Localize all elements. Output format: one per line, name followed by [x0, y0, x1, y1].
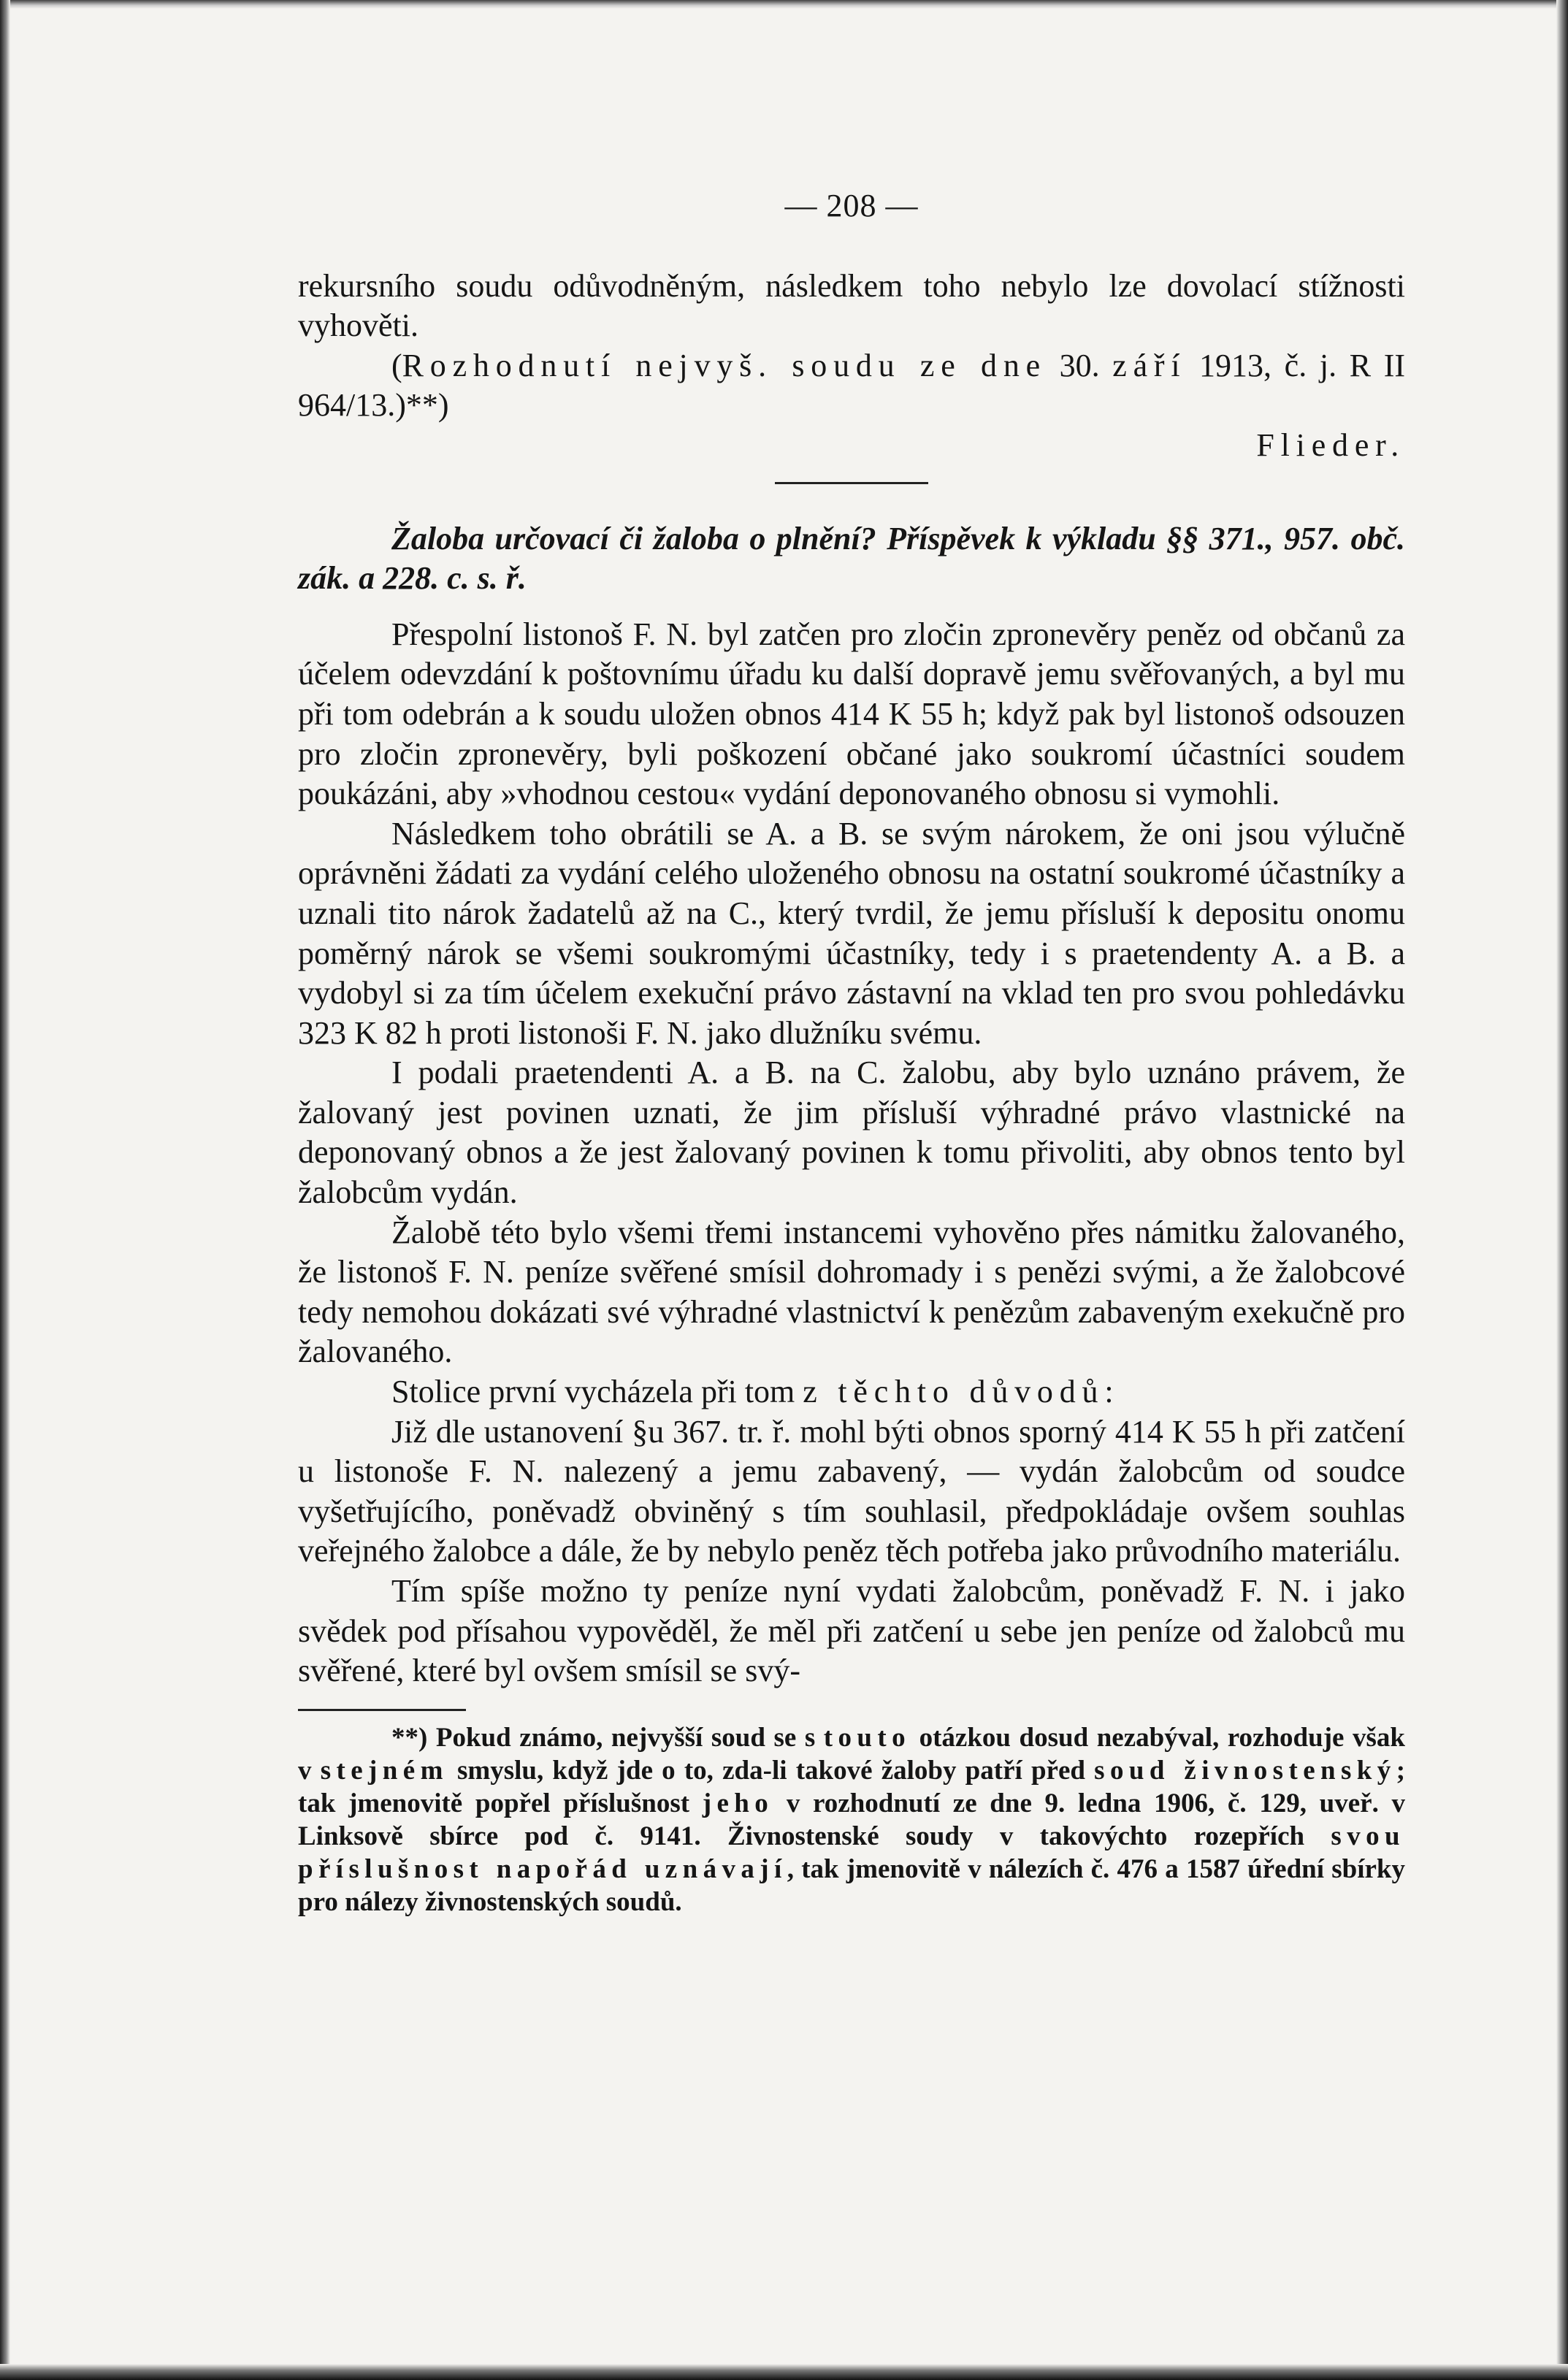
- footnote-divider: [298, 1709, 466, 1711]
- citation-open: (: [391, 347, 402, 383]
- author-signature: Flieder.: [1256, 426, 1405, 463]
- footnote-segment: smyslu, když jde o to, zda-li takové žaloby patří před: [448, 1755, 1095, 1786]
- footnote-segment: otázkou dosud nezabýval, rozhoduje však v: [298, 1722, 1405, 1786]
- section-divider: [775, 482, 928, 484]
- footnote-spaced: soud živnostenský: [1094, 1755, 1396, 1786]
- scan-edge-bottom: [0, 2364, 1568, 2380]
- scan-edge-right: [1556, 0, 1568, 2380]
- citation-month: září: [1112, 347, 1187, 383]
- footnote-segment: , tak jmenovitě v nálezích č. 476 a 1587 úřední sbírky pro nálezy živnostenských soudů.: [298, 1853, 1405, 1917]
- reasons-intro-colon: :: [1104, 1374, 1114, 1410]
- footnote-spaced: jeho: [702, 1788, 774, 1818]
- scan-edge-left: [0, 0, 10, 2380]
- footnote-spaced: touto: [823, 1722, 911, 1753]
- footnote-segment: ; tak jmenovitě popřel příslušnost: [298, 1755, 1406, 1818]
- body-paragraph: Přespolní listonoš F. N. byl zatčen pro zločin zpronevěry peněz od občanů za účelem odevzdání k poštovnímu úřadu ku další dopravě jemu svěřovaných, a byl mu při tom odebrán a k soudu uložen obnos 414 K 55 h; když pak byl listonoš odsouzen pro zločin zpronevěry, byli poškození občané jako soukromí účastníci soudem poukázáni, aby »vhodnou cestou« vydání deponovaného obnosu si vymohli.: [298, 616, 1405, 812]
- body-paragraph: I podali praetendenti A. a B. na C. žalobu, aby bylo uznáno právem, že žalovaný jest povinen uznati, že jim přísluší výhradné právo vlastnické na deponovaný obnos a že jest žalovaný povinen k tomu přivoliti, aby obnos tento byl žalobcům vydán.: [298, 1055, 1405, 1211]
- citation-reference: 1913, č. j. R II 964/13.)**): [298, 347, 1406, 424]
- footnote-text: [298, 1721, 1405, 1918]
- reasons-intro: [298, 1372, 1405, 1412]
- body-paragraph: Tím spíše možno ty peníze nyní vydati žalobcům, poněvadž F. N. i jako svědek pod přísahou vypověděl, že měl při zatčení u sebe jen peníze od žalobců mu svěřené, které byl ovšem smísil se svý-: [298, 1573, 1405, 1689]
- continuation-paragraph: rekursního soudu odůvodněným, následkem toho nebylo lze dovolací stížnosti vyhověti.: [298, 267, 1405, 344]
- scan-edge-top: [0, 0, 1568, 9]
- footnote: [298, 1721, 1405, 1918]
- footnote-spaced: stejném: [320, 1755, 448, 1786]
- footnote-spaced: svou příslušnost napořád uznávají: [298, 1821, 1405, 1884]
- body-paragraph: Následkem toho obrátili se A. a B. se svým nárokem, že oni jsou výlučně oprávněni žádati za vydání celého uloženého obnosu na ostatní soukromé účastníky a uznali tito nárok žadatelů až na C., který tvrdil, že jemu přísluší k depositu onomu poměrný nárok se všemi soukromými účastníky, tedy i s praetendenty A. a B. a vydobyl si za tím účelem exekuční právo zástavní na vklad ten pro svou pohledávku 323 K 82 h proti listonoši F. N. jako dlužníku svému.: [298, 815, 1405, 1051]
- footnote-mark: **): [391, 1722, 428, 1753]
- article-title: Žaloba určovací či žaloba o plnění? Příspěvek k výkladu §§ 371., 957. obč. zák. a 228. c. s. ř.: [298, 520, 1405, 597]
- reasons-intro-spaced: z těchto důvodů: [803, 1374, 1105, 1410]
- page-text: [298, 186, 1405, 1918]
- citation-court: Rozhodnutí nejvyš. soudu ze dne: [402, 347, 1047, 383]
- footnote-segment: v rozhodnutí ze dne 9. ledna 1906, č. 129, uveř. v Linksově sbírce pod č. 9141. Živnostenské soudy v takovýchto rozepřích: [298, 1788, 1406, 1851]
- page-number: — 208 —: [784, 188, 919, 223]
- body-paragraph: Žalobě této bylo všemi třemi instancemi vyhověno přes námitku žalovaného, že listonoš F. N. peníze svěřené smísil dohromady i s penězi svými, a že žalobcové tedy nemohou dokázati své výhradné vlastnictví k penězům zabaveným exekučně pro žalovaného.: [298, 1214, 1405, 1370]
- decision-citation: [298, 346, 1405, 426]
- citation-date: 30.: [1046, 347, 1113, 383]
- reasons-intro-text: Stolice první vycházela při tom: [391, 1374, 803, 1410]
- footnote-segment: Pokud známo, nejvyšší soud se s: [427, 1722, 824, 1753]
- body-paragraph: Již dle ustanovení §u 367. tr. ř. mohl býti obnos sporný 414 K 55 h při zatčení u listonoše F. N. nalezený a jemu zabavený, — vydán žalobcům od soudce vyšetřujícího, poněvadž obviněný s tím souhlasil, předpokládaje ovšem souhlas veřejného žalobce a dále, že by nebylo peněz těch potřeba jako průvodního materiálu.: [298, 1413, 1405, 1569]
